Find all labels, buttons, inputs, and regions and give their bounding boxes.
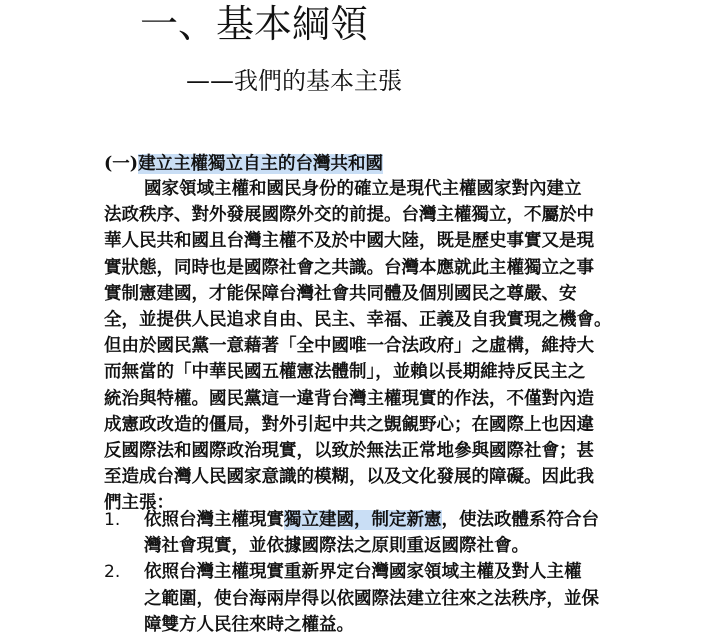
numbered-list bbox=[104, 507, 644, 638]
list-text: ，使法政體系符合台 bbox=[441, 510, 599, 530]
list-line: 障雙方人民往來時之權益。 bbox=[144, 614, 354, 635]
list-line: 之範圍，使台海兩岸得以依國際法建立往來之法秩序，並保 bbox=[144, 588, 599, 609]
list-line: 依照台灣主權現實重新界定台灣國家領域主權及對人主權 bbox=[144, 562, 582, 583]
list-text: 依照台灣主權現實 bbox=[144, 510, 284, 530]
body-line: 統治與特權。國民黨這一違背台灣主權現實的作法，不僅對內造 bbox=[104, 388, 594, 409]
body-line: 法政秩序、對外發展國際外交的前提。台灣主權獨立，不屬於中 bbox=[104, 205, 594, 226]
page-subtitle: ——我們的基本主張 bbox=[186, 67, 402, 95]
list-line: 灣社會現實，並依據國際法之原則重返國際社會。 bbox=[144, 536, 529, 557]
body-line: 華人民共和國且台灣主權不及於中國大陸，既是歷史事實又是現 bbox=[104, 231, 594, 252]
list-item bbox=[104, 507, 644, 559]
body-line: 實狀態，同時也是國際社會之共識。台灣本應就此主權獨立之事 bbox=[104, 257, 594, 278]
body-paragraph bbox=[104, 176, 644, 516]
body-line: 們主張： bbox=[104, 493, 174, 514]
section-prefix: (一) bbox=[104, 154, 139, 174]
list-number: 1. bbox=[104, 510, 121, 530]
body-line: 成憲政改造的僵局，對外引起中共之覬覦野心；在國際上也因違 bbox=[104, 414, 594, 435]
section-heading-highlighted: 建立主權獨立自主的台灣共和國 bbox=[138, 154, 384, 174]
list-item bbox=[104, 559, 644, 638]
list-number: 2. bbox=[104, 562, 121, 583]
list-line bbox=[104, 507, 644, 533]
page-title: 一、基本綱領 bbox=[140, 2, 369, 46]
body-line: 實制憲建國，才能保障台灣社會共同體及個別國民之尊嚴、安 bbox=[104, 283, 577, 304]
list-text-highlighted: 獨立建國，制定新憲 bbox=[284, 510, 442, 530]
body-line: 全，並提供人民追求自由、民主、幸福、正義及自我實現之機會。 bbox=[104, 309, 612, 330]
body-line: 而無當的「中華民國五權憲法體制」，並賴以長期維持反民主之 bbox=[104, 362, 586, 383]
body-line: 但由於國民黨一意藉著「全中國唯一合法政府」之虛構，維持大 bbox=[104, 336, 594, 357]
body-line: 反國際法和國際政治現實，以致於無法正常地參與國際社會；甚 bbox=[104, 440, 594, 461]
section-heading bbox=[104, 151, 383, 177]
body-line: 國家領域主權和國民身份的確立是現代主權國家對內建立 bbox=[144, 179, 582, 199]
body-line: 至造成台灣人民國家意識的模糊，以及文化發展的障礙。因此我 bbox=[104, 467, 594, 488]
